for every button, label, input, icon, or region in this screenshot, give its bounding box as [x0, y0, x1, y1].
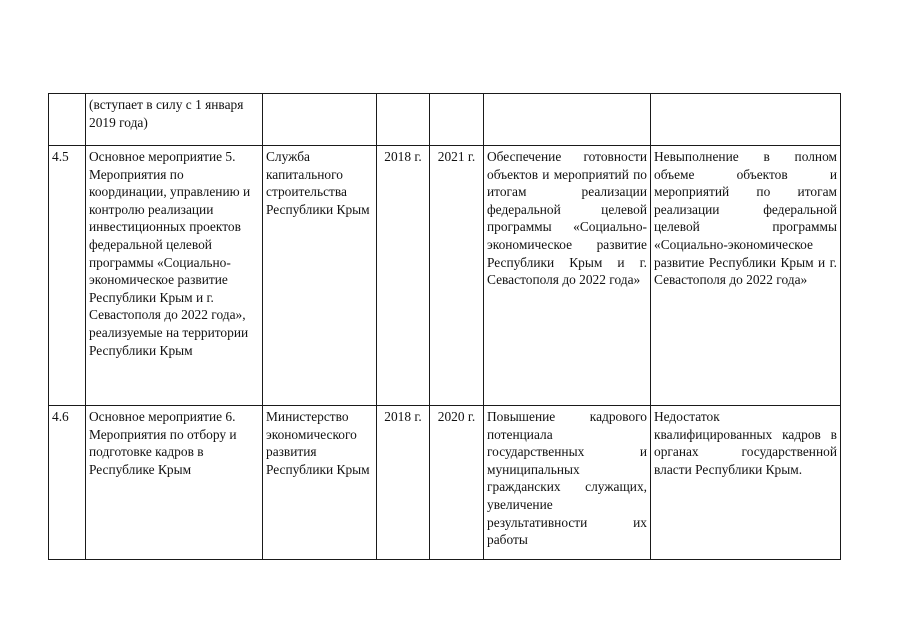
executor-cell — [263, 94, 377, 146]
executor-cell: Министерство экономического развития Республики Крым — [263, 406, 377, 560]
measures-table — [48, 93, 841, 560]
table-row — [49, 94, 841, 146]
result-cell — [484, 94, 651, 146]
start-year-cell: 2018 г. — [377, 146, 430, 406]
row-number: 4.6 — [49, 406, 86, 560]
end-year-cell: 2020 г. — [430, 406, 484, 560]
start-year-cell — [377, 94, 430, 146]
consequence-cell: Невыполнение в полном объеме объектов и мероприятий по итогам реализации федеральной целевой программы «Социально-экономическое развитие Республики Крым и г. Севастополя до 2022 года» — [651, 146, 841, 406]
result-cell: Обеспечение готовности объектов и мероприятий по итогам реализации федеральной целевой программы «Социально-экономическое развитие Республики Крым и г. Севастополя до 2022 года» — [484, 146, 651, 406]
event-cell: (вступает в силу с 1 января 2019 года) — [86, 94, 263, 146]
consequence-cell — [651, 94, 841, 146]
end-year-cell — [430, 94, 484, 146]
event-cell: Основное мероприятие 6. Мероприятия по отбору и подготовке кадров в Республике Крым — [86, 406, 263, 560]
consequence-cell: Недостаток квалифицированных кадров в органах государственной власти Республики Крым. — [651, 406, 841, 560]
table-row — [49, 406, 841, 560]
executor-cell: Служба капитального строительства Республики Крым — [263, 146, 377, 406]
event-cell: Основное мероприятие 5. Мероприятия по координации, управлению и контролю реализации инвестиционных проектов федеральной целевой программы «Социально-экономическое развитие Республики Крым и г. Севастополя до 2022 года», реализуемые на территории Республики Крым — [86, 146, 263, 406]
end-year-cell: 2021 г. — [430, 146, 484, 406]
row-number — [49, 94, 86, 146]
table-row — [49, 146, 841, 406]
result-cell: Повышение кадрового потенциала государственных и муниципальных гражданских служащих, увеличение результативности их работы — [484, 406, 651, 560]
row-number: 4.5 — [49, 146, 86, 406]
start-year-cell: 2018 г. — [377, 406, 430, 560]
